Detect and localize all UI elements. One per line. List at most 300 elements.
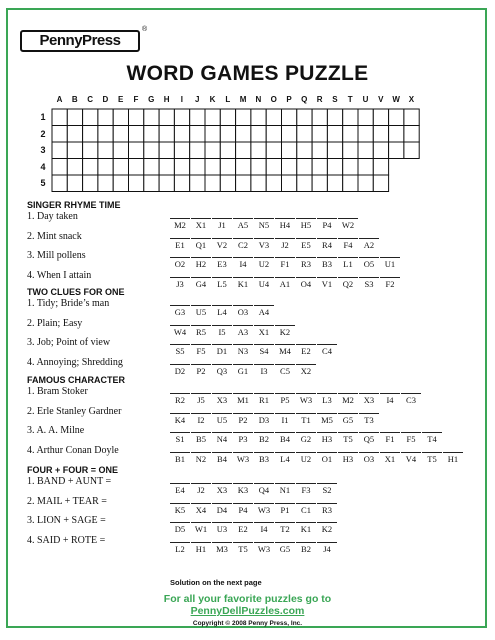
answer-blank[interactable]: U2 <box>254 257 274 269</box>
pennypress-logo: PennyPress <box>20 30 140 52</box>
answer-blank[interactable]: N1 <box>275 483 295 495</box>
row-number-4: 4 <box>40 161 46 172</box>
grid-cell-k5[interactable] <box>205 175 220 192</box>
answer-blank[interactable]: G1 <box>233 364 253 376</box>
answer-blank[interactable]: T5 <box>338 432 358 444</box>
answer-blank[interactable]: O2 <box>170 257 190 269</box>
answer-blank[interactable]: B4 <box>275 432 295 444</box>
answer-blank[interactable]: V4 <box>401 452 421 464</box>
grid-cell-k4[interactable] <box>205 159 220 176</box>
answer-blank[interactable]: E2 <box>296 344 316 356</box>
column-letter-h: H <box>163 95 170 104</box>
answer-blank[interactable]: B2 <box>296 542 316 554</box>
grid-cell-h1[interactable] <box>159 109 174 126</box>
answer-blank[interactable]: U5 <box>212 413 232 425</box>
grid-cell-s2[interactable] <box>327 126 342 143</box>
grid-cell-u1[interactable] <box>358 109 373 126</box>
grid-cell-p5[interactable] <box>282 175 297 192</box>
answer-blank[interactable]: H3 <box>338 452 358 464</box>
clue-text: 2. MAIL + TEAR = <box>27 495 107 507</box>
answer-blank[interactable]: B5 <box>191 432 211 444</box>
grid-cell-h3[interactable] <box>159 142 174 159</box>
answer-blank[interactable]: N2 <box>191 452 211 464</box>
row-number-2: 2 <box>40 128 46 139</box>
grid-cell-b5[interactable] <box>67 175 82 192</box>
grid-cell-i4[interactable] <box>174 159 189 176</box>
answer-blank[interactable]: J2 <box>191 483 211 495</box>
answer-blank[interactable]: M5 <box>317 413 337 425</box>
answer-blank[interactable]: K3 <box>233 483 253 495</box>
grid-cell-g5[interactable] <box>144 175 159 192</box>
grid-cell-r3[interactable] <box>312 142 327 159</box>
answer-blank[interactable]: X4 <box>191 503 211 515</box>
grid-cell-j4[interactable] <box>190 159 205 176</box>
grid-cell-h5[interactable] <box>159 175 174 192</box>
grid-cell-p1[interactable] <box>282 109 297 126</box>
footer-link[interactable]: PennyDellPuzzles.com <box>190 605 305 617</box>
column-letter-u: U <box>362 95 369 104</box>
column-letter-e: E <box>118 95 124 104</box>
grid-cell-r2[interactable] <box>312 126 327 143</box>
answer-blank[interactable]: H2 <box>191 257 211 269</box>
answer-blank[interactable]: K2 <box>275 325 295 337</box>
answer-blank[interactable]: T5 <box>233 542 253 554</box>
section-title: FAMOUS CHARACTER <box>27 375 125 385</box>
grid-cell-n3[interactable] <box>251 142 266 159</box>
answer-blank[interactable]: H4 <box>275 218 295 230</box>
column-letter-o: O <box>270 95 277 104</box>
answer-blank[interactable]: I4 <box>380 393 400 405</box>
answer-blank[interactable]: S2 <box>317 483 337 495</box>
puzzle-grid[interactable] <box>0 0 495 200</box>
answer-blank[interactable]: X1 <box>380 452 400 464</box>
answer-blank[interactable]: H5 <box>296 218 316 230</box>
grid-cell-c4[interactable] <box>83 159 98 176</box>
answer-blank[interactable]: K1 <box>233 277 253 289</box>
answer-blank[interactable]: N5 <box>254 218 274 230</box>
grid-cell-i5[interactable] <box>174 175 189 192</box>
grid-cell-o3[interactable] <box>266 142 281 159</box>
column-letter-b: B <box>71 95 78 104</box>
row-number-5: 5 <box>40 178 46 188</box>
grid-cell-p2[interactable] <box>282 126 297 143</box>
grid-cell-j2[interactable] <box>190 126 205 143</box>
grid-cell-o4[interactable] <box>266 159 281 176</box>
answer-blank[interactable]: V3 <box>254 238 274 250</box>
answer-blank[interactable]: O5 <box>359 257 379 269</box>
grid-cell-w3[interactable] <box>389 142 404 159</box>
answer-blank[interactable]: N3 <box>233 344 253 356</box>
answer-blank[interactable]: V2 <box>212 238 232 250</box>
answer-blank[interactable]: J5 <box>191 393 211 405</box>
grid-cell-l1[interactable] <box>220 109 235 126</box>
grid-cell-q2[interactable] <box>297 126 312 143</box>
answer-blank[interactable]: M3 <box>212 542 232 554</box>
answer-blank[interactable]: J4 <box>317 542 337 554</box>
grid-cell-r4[interactable] <box>312 159 327 176</box>
answer-blank[interactable]: Q3 <box>212 364 232 376</box>
grid-cell-f4[interactable] <box>129 159 144 176</box>
grid-cell-d3[interactable] <box>98 142 113 159</box>
answer-blank[interactable]: F4 <box>338 238 358 250</box>
answer-blank[interactable]: R5 <box>191 325 211 337</box>
answer-blank[interactable]: Q5 <box>359 432 379 444</box>
answer-blank[interactable]: B3 <box>254 452 274 464</box>
answer-blank[interactable]: D3 <box>254 413 274 425</box>
answer-blank[interactable]: V1 <box>317 277 337 289</box>
grid-cell-o5[interactable] <box>266 175 281 192</box>
grid-cell-g4[interactable] <box>144 159 159 176</box>
grid-cell-v4[interactable] <box>373 159 388 176</box>
grid-cell-q3[interactable] <box>297 142 312 159</box>
grid-cell-c2[interactable] <box>83 126 98 143</box>
answer-blank[interactable]: A5 <box>233 218 253 230</box>
answer-blank[interactable]: L1 <box>338 257 358 269</box>
answer-blank[interactable]: F5 <box>191 344 211 356</box>
answer-blank[interactable]: B4 <box>212 452 232 464</box>
grid-cell-c5[interactable] <box>83 175 98 192</box>
answer-blank[interactable]: K4 <box>170 413 190 425</box>
column-letter-g: G <box>148 95 155 104</box>
answer-blank[interactable]: G2 <box>296 432 316 444</box>
answer-blank[interactable]: W1 <box>191 522 211 534</box>
grid-cell-u2[interactable] <box>358 126 373 143</box>
grid-cell-f2[interactable] <box>129 126 144 143</box>
grid-cell-q1[interactable] <box>297 109 312 126</box>
answer-blank[interactable]: R3 <box>317 503 337 515</box>
answer-blank[interactable]: T3 <box>359 413 379 425</box>
clue-text: 1. Tidy; Bride’s man <box>27 298 110 309</box>
clue-text: 4. SAID + ROTE = <box>27 534 106 546</box>
answer-blank[interactable]: I5 <box>212 325 232 337</box>
solution-note: Solution on the next page <box>170 578 262 587</box>
grid-cell-e4[interactable] <box>113 159 128 176</box>
answer-blank[interactable]: L4 <box>212 305 232 317</box>
grid-cell-p4[interactable] <box>282 159 297 176</box>
answer-blank[interactable]: G5 <box>275 542 295 554</box>
answer-blank[interactable]: L4 <box>275 452 295 464</box>
clue-text: 4. Arthur Conan Doyle <box>27 444 119 456</box>
answer-blank[interactable]: F3 <box>296 483 316 495</box>
answer-blank[interactable]: H1 <box>443 452 463 464</box>
answer-blank[interactable]: E4 <box>170 483 190 495</box>
answer-blank[interactable]: U5 <box>191 305 211 317</box>
answer-blank[interactable]: W3 <box>254 542 274 554</box>
answer-blank[interactable]: F1 <box>275 257 295 269</box>
answer-blank[interactable]: G5 <box>338 413 358 425</box>
answer-blank[interactable]: M1 <box>233 393 253 405</box>
grid-cell-e5[interactable] <box>113 175 128 192</box>
grid-cell-s3[interactable] <box>327 142 342 159</box>
column-letter-j: J <box>194 95 200 104</box>
answer-blank[interactable]: E3 <box>212 257 232 269</box>
answer-blank[interactable]: A3 <box>233 325 253 337</box>
answer-blank[interactable]: W4 <box>170 325 190 337</box>
grid-cell-s4[interactable] <box>327 159 342 176</box>
grid-cell-p3[interactable] <box>282 142 297 159</box>
answer-blank[interactable]: W2 <box>338 218 358 230</box>
grid-cell-c1[interactable] <box>83 109 98 126</box>
answer-blank[interactable]: X1 <box>254 325 274 337</box>
grid-cell-v2[interactable] <box>373 126 388 143</box>
answer-blank[interactable]: W3 <box>296 393 316 405</box>
answer-blank[interactable]: F2 <box>380 277 400 289</box>
grid-cell-t2[interactable] <box>343 126 358 143</box>
column-letter-i: I <box>180 95 183 104</box>
answer-blank[interactable]: Q2 <box>338 277 358 289</box>
answer-blank[interactable]: G3 <box>170 305 190 317</box>
grid-cell-o1[interactable] <box>266 109 281 126</box>
grid-cell-i3[interactable] <box>174 142 189 159</box>
grid-cell-b4[interactable] <box>67 159 82 176</box>
answer-blank[interactable]: O1 <box>317 452 337 464</box>
answer-blank[interactable]: C5 <box>275 364 295 376</box>
grid-cell-k2[interactable] <box>205 126 220 143</box>
grid-cell-g1[interactable] <box>144 109 159 126</box>
grid-cell-t4[interactable] <box>343 159 358 176</box>
answer-blank[interactable]: U1 <box>380 257 400 269</box>
grid-cell-s5[interactable] <box>327 175 342 192</box>
page-title: WORD GAMES PUZZLE <box>126 62 369 85</box>
grid-cell-u3[interactable] <box>358 142 373 159</box>
answer-blank[interactable]: S4 <box>254 344 274 356</box>
grid-cell-q4[interactable] <box>297 159 312 176</box>
grid-cell-a3[interactable] <box>52 142 67 159</box>
column-letter-q: Q <box>301 95 308 104</box>
clue-text: 1. Bram Stoker <box>27 386 88 397</box>
answer-blank[interactable]: R4 <box>317 238 337 250</box>
answer-blank[interactable]: I1 <box>275 413 295 425</box>
grid-cell-v5[interactable] <box>373 175 388 192</box>
grid-cell-n4[interactable] <box>251 159 266 176</box>
answer-blank[interactable]: M4 <box>275 344 295 356</box>
section-title: FOUR + FOUR = ONE <box>27 465 119 475</box>
grid-cell-h2[interactable] <box>159 126 174 143</box>
copyright-text: Copyright © 2008 Penny Press, Inc. <box>192 620 303 627</box>
answer-blank[interactable]: P5 <box>275 393 295 405</box>
grid-cell-l4[interactable] <box>220 159 235 176</box>
grid-cell-a2[interactable] <box>52 126 67 143</box>
answer-blank[interactable]: P4 <box>233 503 253 515</box>
answer-blank[interactable]: C2 <box>233 238 253 250</box>
grid-cell-k3[interactable] <box>205 142 220 159</box>
grid-cell-r1[interactable] <box>312 109 327 126</box>
grid-cell-d4[interactable] <box>98 159 113 176</box>
grid-cell-g3[interactable] <box>144 142 159 159</box>
column-letter-c: C <box>87 95 93 104</box>
grid-cell-h4[interactable] <box>159 159 174 176</box>
answer-blank[interactable]: I4 <box>254 522 274 534</box>
answer-blank[interactable]: X3 <box>212 393 232 405</box>
answer-blank[interactable]: O3 <box>233 305 253 317</box>
grid-cell-m5[interactable] <box>236 175 251 192</box>
answer-blank[interactable]: O3 <box>359 452 379 464</box>
answer-blank[interactable]: J1 <box>212 218 232 230</box>
grid-cell-o2[interactable] <box>266 126 281 143</box>
grid-cell-w2[interactable] <box>389 126 404 143</box>
grid-cell-x2[interactable] <box>404 126 419 143</box>
grid-cell-g2[interactable] <box>144 126 159 143</box>
grid-cell-j5[interactable] <box>190 175 205 192</box>
grid-cell-m4[interactable] <box>236 159 251 176</box>
clue-text: 3. LION + SAGE = <box>27 515 106 526</box>
answer-blank[interactable]: M2 <box>338 393 358 405</box>
answer-blank[interactable]: D5 <box>170 522 190 534</box>
grid-cell-u4[interactable] <box>358 159 373 176</box>
grid-cell-l2[interactable] <box>220 126 235 143</box>
clue-text: 2. Plain; Easy <box>27 317 83 329</box>
answer-blank[interactable]: F5 <box>401 432 421 444</box>
grid-cell-e3[interactable] <box>113 142 128 159</box>
grid-cell-e2[interactable] <box>113 126 128 143</box>
answer-blank[interactable]: B2 <box>254 432 274 444</box>
answer-blank[interactable]: T5 <box>422 452 442 464</box>
grid-cell-m2[interactable] <box>236 126 251 143</box>
grid-cell-e1[interactable] <box>113 109 128 126</box>
grid-cell-c3[interactable] <box>83 142 98 159</box>
answer-blank[interactable]: C3 <box>401 393 421 405</box>
answer-blank[interactable]: P2 <box>233 413 253 425</box>
answer-blank[interactable]: U3 <box>212 522 232 534</box>
grid-cell-i2[interactable] <box>174 126 189 143</box>
grid-cell-q5[interactable] <box>297 175 312 192</box>
clue-text: 4. Annoying; Shredding <box>27 356 123 368</box>
answer-blank[interactable]: H1 <box>191 542 211 554</box>
answer-blank[interactable]: G4 <box>191 277 211 289</box>
answer-blank[interactable]: L2 <box>170 542 190 554</box>
grid-cell-f3[interactable] <box>129 142 144 159</box>
answer-blank[interactable]: O4 <box>296 277 316 289</box>
answer-blank[interactable]: H3 <box>317 432 337 444</box>
grid-cell-l5[interactable] <box>220 175 235 192</box>
answer-blank[interactable]: C4 <box>317 344 337 356</box>
answer-blank[interactable]: X2 <box>296 364 316 376</box>
grid-cell-t3[interactable] <box>343 142 358 159</box>
grid-cell-i1[interactable] <box>174 109 189 126</box>
answer-blank[interactable]: I2 <box>191 413 211 425</box>
answer-blank[interactable]: I3 <box>254 364 274 376</box>
answer-blank[interactable]: P2 <box>191 364 211 376</box>
column-letter-x: X <box>408 95 415 104</box>
answer-blank[interactable]: J3 <box>170 277 190 289</box>
grid-cell-b2[interactable] <box>67 126 82 143</box>
grid-cell-v3[interactable] <box>373 142 388 159</box>
answer-blank[interactable]: X3 <box>212 483 232 495</box>
answer-blank[interactable]: D4 <box>212 503 232 515</box>
answer-blank[interactable]: F1 <box>380 432 400 444</box>
grid-cell-d1[interactable] <box>98 109 113 126</box>
answer-blank[interactable]: T4 <box>422 432 442 444</box>
answer-blank[interactable]: Q1 <box>191 238 211 250</box>
answer-blank[interactable]: E5 <box>296 238 316 250</box>
answer-blank[interactable]: S3 <box>359 277 379 289</box>
column-letter-d: D <box>102 95 109 104</box>
grid-cell-f5[interactable] <box>129 175 144 192</box>
answer-blank[interactable]: U4 <box>254 277 274 289</box>
answer-blank[interactable]: P3 <box>233 432 253 444</box>
answer-blank[interactable]: X3 <box>359 393 379 405</box>
answer-blank[interactable]: S5 <box>170 344 190 356</box>
grid-cell-x3[interactable] <box>404 142 419 159</box>
grid-cell-a4[interactable] <box>52 159 67 176</box>
answer-blank[interactable]: A1 <box>275 277 295 289</box>
answer-blank[interactable]: Q4 <box>254 483 274 495</box>
grid-cell-f1[interactable] <box>129 109 144 126</box>
answer-blank[interactable]: X1 <box>191 218 211 230</box>
grid-cell-b3[interactable] <box>67 142 82 159</box>
grid-cell-a1[interactable] <box>52 109 67 126</box>
answer-blank[interactable]: J2 <box>275 238 295 250</box>
grid-cell-t5[interactable] <box>343 175 358 192</box>
grid-cell-b1[interactable] <box>67 109 82 126</box>
answer-blank[interactable]: T1 <box>296 413 316 425</box>
grid-cell-l3[interactable] <box>220 142 235 159</box>
answer-blank[interactable]: U2 <box>296 452 316 464</box>
answer-blank[interactable]: I4 <box>233 257 253 269</box>
answer-blank[interactable]: E1 <box>170 238 190 250</box>
answer-blank[interactable]: L5 <box>212 277 232 289</box>
answer-blank[interactable]: W3 <box>254 503 274 515</box>
answer-blank[interactable]: K2 <box>317 522 337 534</box>
answer-blank[interactable]: K5 <box>170 503 190 515</box>
grid-cell-x1[interactable] <box>404 109 419 126</box>
answer-blank[interactable]: R1 <box>254 393 274 405</box>
grid-cell-m3[interactable] <box>236 142 251 159</box>
answer-blank[interactable]: T2 <box>275 522 295 534</box>
grid-cell-n5[interactable] <box>251 175 266 192</box>
column-letter-s: S <box>332 95 338 104</box>
answer-blank[interactable]: M2 <box>170 218 190 230</box>
grid-cell-m1[interactable] <box>236 109 251 126</box>
grid-cell-j1[interactable] <box>190 109 205 126</box>
column-letter-f: F <box>133 95 139 104</box>
column-letter-a: A <box>56 95 63 104</box>
column-letter-t: T <box>347 95 353 104</box>
row-number-3: 3 <box>40 145 46 155</box>
grid-cell-j3[interactable] <box>190 142 205 159</box>
answer-blank[interactable]: A4 <box>254 305 274 317</box>
answer-blank[interactable]: D1 <box>212 344 232 356</box>
grid-cell-v1[interactable] <box>373 109 388 126</box>
answer-blank[interactable]: B1 <box>170 452 190 464</box>
answer-blank[interactable]: K1 <box>296 522 316 534</box>
grid-cell-w1[interactable] <box>389 109 404 126</box>
grid-cell-k1[interactable] <box>205 109 220 126</box>
answer-blank[interactable]: A2 <box>359 238 379 250</box>
answer-blank[interactable]: P4 <box>317 218 337 230</box>
answer-blank[interactable]: P1 <box>275 503 295 515</box>
grid-cell-n1[interactable] <box>251 109 266 126</box>
answer-blank[interactable]: N4 <box>212 432 232 444</box>
grid-cell-t1[interactable] <box>343 109 358 126</box>
answer-blank[interactable]: E2 <box>233 522 253 534</box>
answer-blank[interactable]: S1 <box>170 432 190 444</box>
answer-blank[interactable]: L3 <box>317 393 337 405</box>
grid-cell-d5[interactable] <box>98 175 113 192</box>
answer-blank[interactable]: W3 <box>233 452 253 464</box>
grid-cell-s1[interactable] <box>327 109 342 126</box>
answer-blank[interactable]: D2 <box>170 364 190 376</box>
answer-blank[interactable]: R2 <box>170 393 190 405</box>
grid-cell-r5[interactable] <box>312 175 327 192</box>
grid-cell-a5[interactable] <box>52 175 67 192</box>
grid-cell-d2[interactable] <box>98 126 113 143</box>
grid-cell-u5[interactable] <box>358 175 373 192</box>
answer-blank[interactable]: R3 <box>296 257 316 269</box>
grid-cell-n2[interactable] <box>251 126 266 143</box>
answer-blank[interactable]: C1 <box>296 503 316 515</box>
answer-blank[interactable]: B3 <box>317 257 337 269</box>
